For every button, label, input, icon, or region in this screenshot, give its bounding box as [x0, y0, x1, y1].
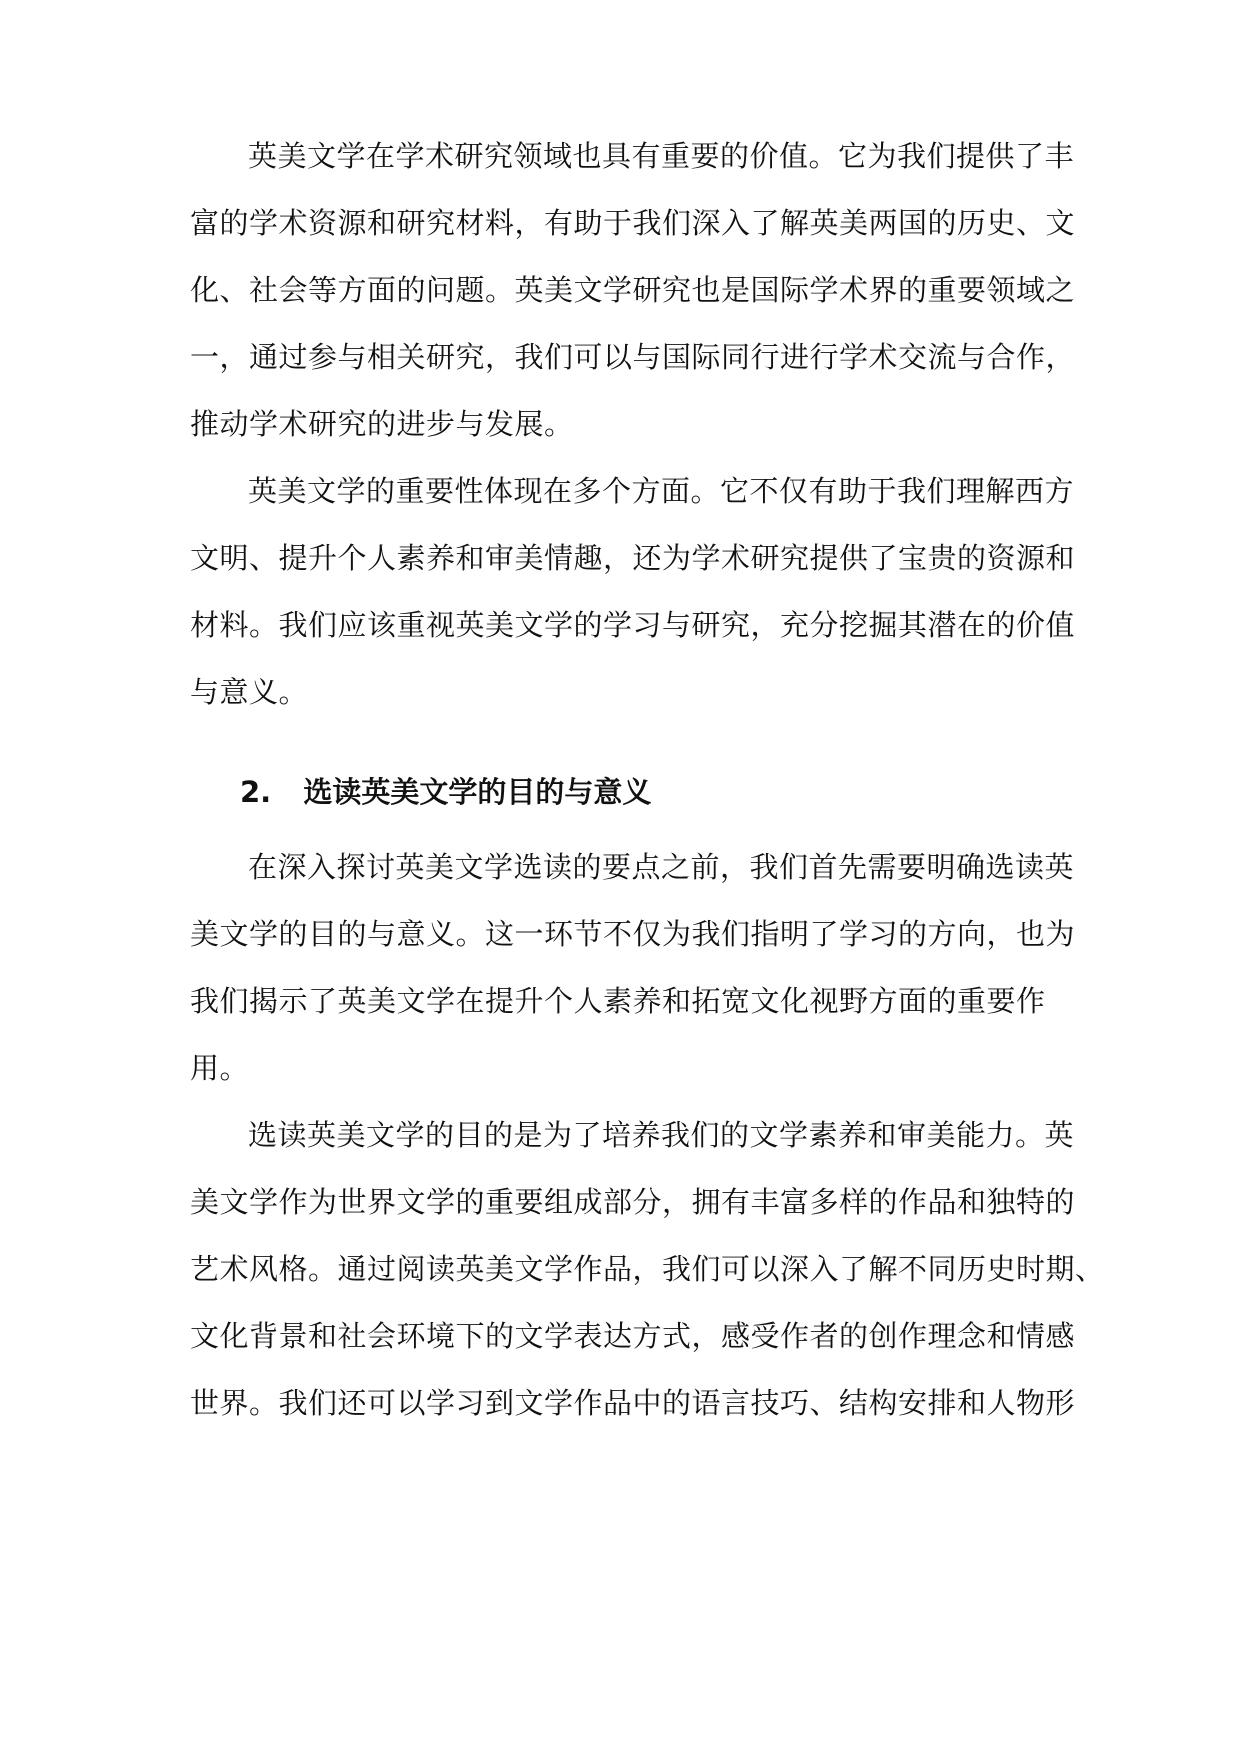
- paragraph-2-line-1: 英美文学的重要性体现在多个方面。它不仅有助于我们理解西方: [248, 474, 1075, 508]
- section-paragraph-2-line-2: 美文学作为世界文学的重要组成部分，拥有丰富多样的作品和独特的: [190, 1185, 1076, 1219]
- section-paragraph-2-line-4: 文化背景和社会环境下的文学表达方式，感受作者的创作理念和情感: [190, 1319, 1076, 1353]
- section-paragraph-2-line-5: 世界。我们还可以学习到文学作品中的语言技巧、结构安排和人物形: [190, 1386, 1076, 1420]
- paragraph-1-line-5: 推动学术研究的进步与发展。: [190, 407, 574, 441]
- paragraph-2-line-2: 文明、提升个人素养和审美情趣，还为学术研究提供了宝贵的资源和: [190, 541, 1076, 575]
- section-paragraph-1-line-4: 用。: [190, 1051, 250, 1085]
- section-paragraph-1-line-2: 美文学的目的与意义。这一环节不仅为我们指明了学习的方向，也为: [190, 917, 1076, 951]
- paragraph-1-line-1: 英美文学在学术研究领域也具有重要的价值。它为我们提供了丰: [248, 139, 1075, 173]
- section-paragraph-2-line-1: 选读英美文学的目的是为了培养我们的文学素养和审美能力。英: [248, 1118, 1075, 1152]
- paragraph-1-line-4: 一，通过参与相关研究，我们可以与国际同行进行学术交流与合作，: [190, 340, 1076, 374]
- paragraph-2-line-3: 材料。我们应该重视英美文学的学习与研究，充分挖掘其潜在的价值: [190, 608, 1076, 642]
- paragraph-1-line-2: 富的学术资源和研究材料，有助于我们深入了解英美两国的历史、文: [190, 206, 1076, 240]
- paragraph-2-line-4: 与意义。: [190, 675, 309, 709]
- section-paragraph-1-line-1: 在深入探讨英美文学选读的要点之前，我们首先需要明确选读英: [248, 850, 1075, 884]
- section-title: 选读英美文学的目的与意义: [303, 775, 652, 809]
- paragraph-1-line-3: 化、社会等方面的问题。英美文学研究也是国际学术界的重要领域之: [190, 273, 1076, 307]
- section-number: 2.: [240, 775, 272, 809]
- section-paragraph-1-line-3: 我们揭示了英美文学在提升个人素养和拓宽文化视野方面的重要作: [190, 984, 1046, 1018]
- section-heading: [240, 768, 651, 816]
- section-paragraph-2-line-3: 艺术风格。通过阅读英美文学作品，我们可以深入了解不同历史时期、: [190, 1252, 1105, 1286]
